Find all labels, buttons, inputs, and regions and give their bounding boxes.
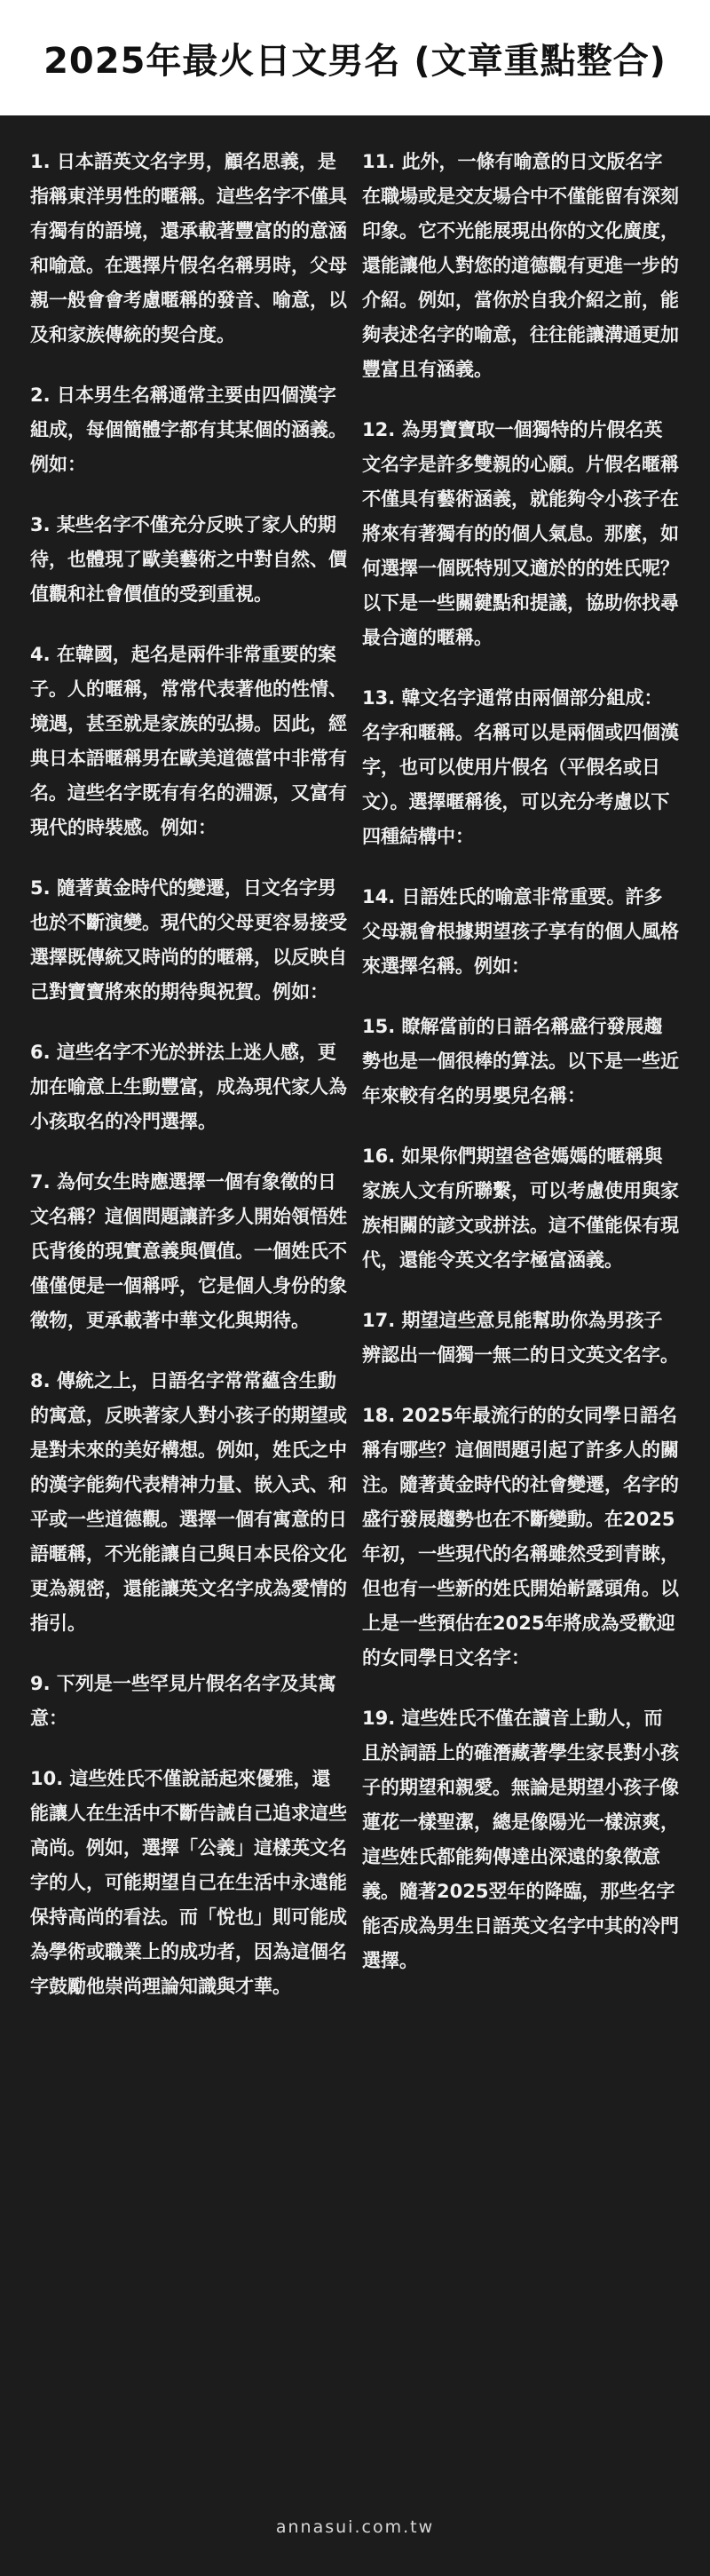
paragraph-13: 13. 韓文名字通常由兩個部分組成：名字和暱稱。名稱可以是兩個或四個漢字，也可以使用片假名（平假名或日文）。選擇暱稱後，可以充分考慮以下四種結構中：	[362, 687, 679, 847]
paragraph-4: 4. 在韓國，起名是兩件非常重要的案子。人的暱稱，常常代表著他的性情、境遇，甚至就是家族的弘揚。因此，經典日本語暱稱男在歐美道德當中非常有名。這些名字既有有名的淵源，又富有現代的時裝感。例如：	[30, 644, 347, 838]
paragraph-8: 8. 傳統之上，日語名字常常蘊含生動的寓意，反映著家人對小孩子的期望或是對未來的美好構想。例如，姓氏之中的漢字能夠代表精神力量、嵌入式、和平或一些道德觀。選擇一個有寓意的日語暱稱，不光能讓自己與日本民俗文化更為親密，還能讓英文名字成為愛情的指引。	[30, 1370, 347, 1634]
paragraph-7: 7. 為何女生時應選擇一個有象徵的日文名稱？這個問題讓許多人開始領悟姓氏背後的現實意義與價值。一個姓氏不僅僅便是一個稱呼，它是個人身份的象徵物，更承載著中華文化與期待。	[30, 1171, 347, 1331]
left-column	[30, 145, 348, 2030]
paragraph-19: 19. 這些姓氏不僅在讀音上動人，而且於詞語上的確潛藏著學生家長對小孩子的期望和親愛。無論是期望小孩子像蓮花一樣聖潔，總是像陽光一樣涼爽，這些姓氏都能夠傳達出深遠的象徵意義。隨著2025翌年的降臨，那些名字能否成為男生日語英文名字中其的冷門選擇。	[362, 1708, 679, 1971]
footer-site-url: annasui.com.tw	[275, 2517, 435, 2537]
paragraph-5: 5. 隨著黃金時代的變遷，日文名字男也於不斷演變。現代的父母更容易接受選擇既傳統又時尚的的暱稱，以反映自己對寶寶將來的期待與祝賀。例如：	[30, 877, 347, 1003]
paragraph-3: 3. 某些名字不僅充分反映了家人的期待，也體現了歐美藝術之中對自然、價值觀和社會價值的受到重視。	[30, 514, 347, 605]
paragraph-12: 12. 為男寶寶取一個獨特的片假名英文名字是許多雙親的心願。片假名暱稱不僅具有藝術涵義，就能夠令小孩子在將來有著獨有的的個人氣息。那麼，如何選擇一個既特別又適於的的姓氏呢？以下是一些關鍵點和提議，協助你找尋最合適的暱稱。	[362, 419, 679, 648]
paragraph-11: 11. 此外，一條有喻意的日文版名字在職場或是交友場合中不僅能留有深刻印象。它不光能展現出你的文化廣度，還能讓他人對您的道德觀有更進一步的介紹。例如，當你於自我介紹之前，能夠表述名字的喻意，往往能讓溝通更加豐富且有涵義。	[362, 151, 679, 380]
paragraph-10: 10. 這些姓氏不僅說話起來優雅，還能讓人在生活中不斷告誡自己追求這些高尚。例如，選擇「公義」這樣英文名字的人，可能期望自己在生活中永遠能保持高尚的看法。而「悅也」則可能成為學術或職業上的成功者，因為這個名字鼓勵他崇尚理論知識與才華。	[30, 1768, 347, 1997]
paragraph-14: 14. 日語姓氏的喻意非常重要。許多父母親會根據期望孩子享有的個人風格來選擇名稱。例如：	[362, 886, 679, 977]
page-title: 2025年最火日文男名 (文章重點整合)	[43, 40, 667, 82]
right-column	[362, 145, 680, 2030]
paragraph-16: 16. 如果你們期望爸爸媽媽的暱稱與家族人文有所聯繫，可以考慮使用與家族相關的諺文或拼法。這不僅能保有現代，還能令英文名字極富涵義。	[362, 1145, 679, 1271]
content-columns	[0, 145, 710, 2030]
paragraph-17: 17. 期望這些意見能幫助你為男孩子辨認出一個獨一無二的日文英文名字。	[362, 1310, 679, 1366]
paragraph-2: 2. 日本男生名稱通常主要由四個漢字組成，每個簡體字都有其某個的涵義。例如：	[30, 384, 347, 475]
paragraph-6: 6. 這些名字不光於拼法上迷人感，更加在喻意上生動豐富，成為現代家人為小孩取名的冷門選擇。	[30, 1042, 347, 1132]
paragraph-18: 18. 2025年最流行的的女同學日語名稱有哪些？這個問題引起了許多人的關注。隨著黃金時代的社會變遷，名字的盛行發展趨勢也在不斷變動。在2025年初，一些現代的名稱雖然受到青睞，但也有一些新的姓氏開始嶄露頭角。以上是一些預估在2025年將成為受歡迎的女同學日文名字：	[362, 1405, 679, 1668]
paragraph-15: 15. 瞭解當前的日語名稱盛行發展趨勢也是一個很棒的算法。以下是一些近年來較有名的男嬰兒名稱：	[362, 1016, 679, 1106]
title-banner	[0, 0, 710, 115]
paragraph-1: 1. 日本語英文名字男，顧名思義，是指稱東洋男性的暱稱。這些名字不僅具有獨有的語境，還承載著豐富的的意涵和喻意。在選擇片假名名稱男時，父母親一般會會考慮暱稱的發音、喻意，以及和家族傳統的契合度。	[30, 151, 347, 345]
paragraph-9: 9. 下列是一些罕見片假名名字及其寓意：	[30, 1673, 336, 1729]
